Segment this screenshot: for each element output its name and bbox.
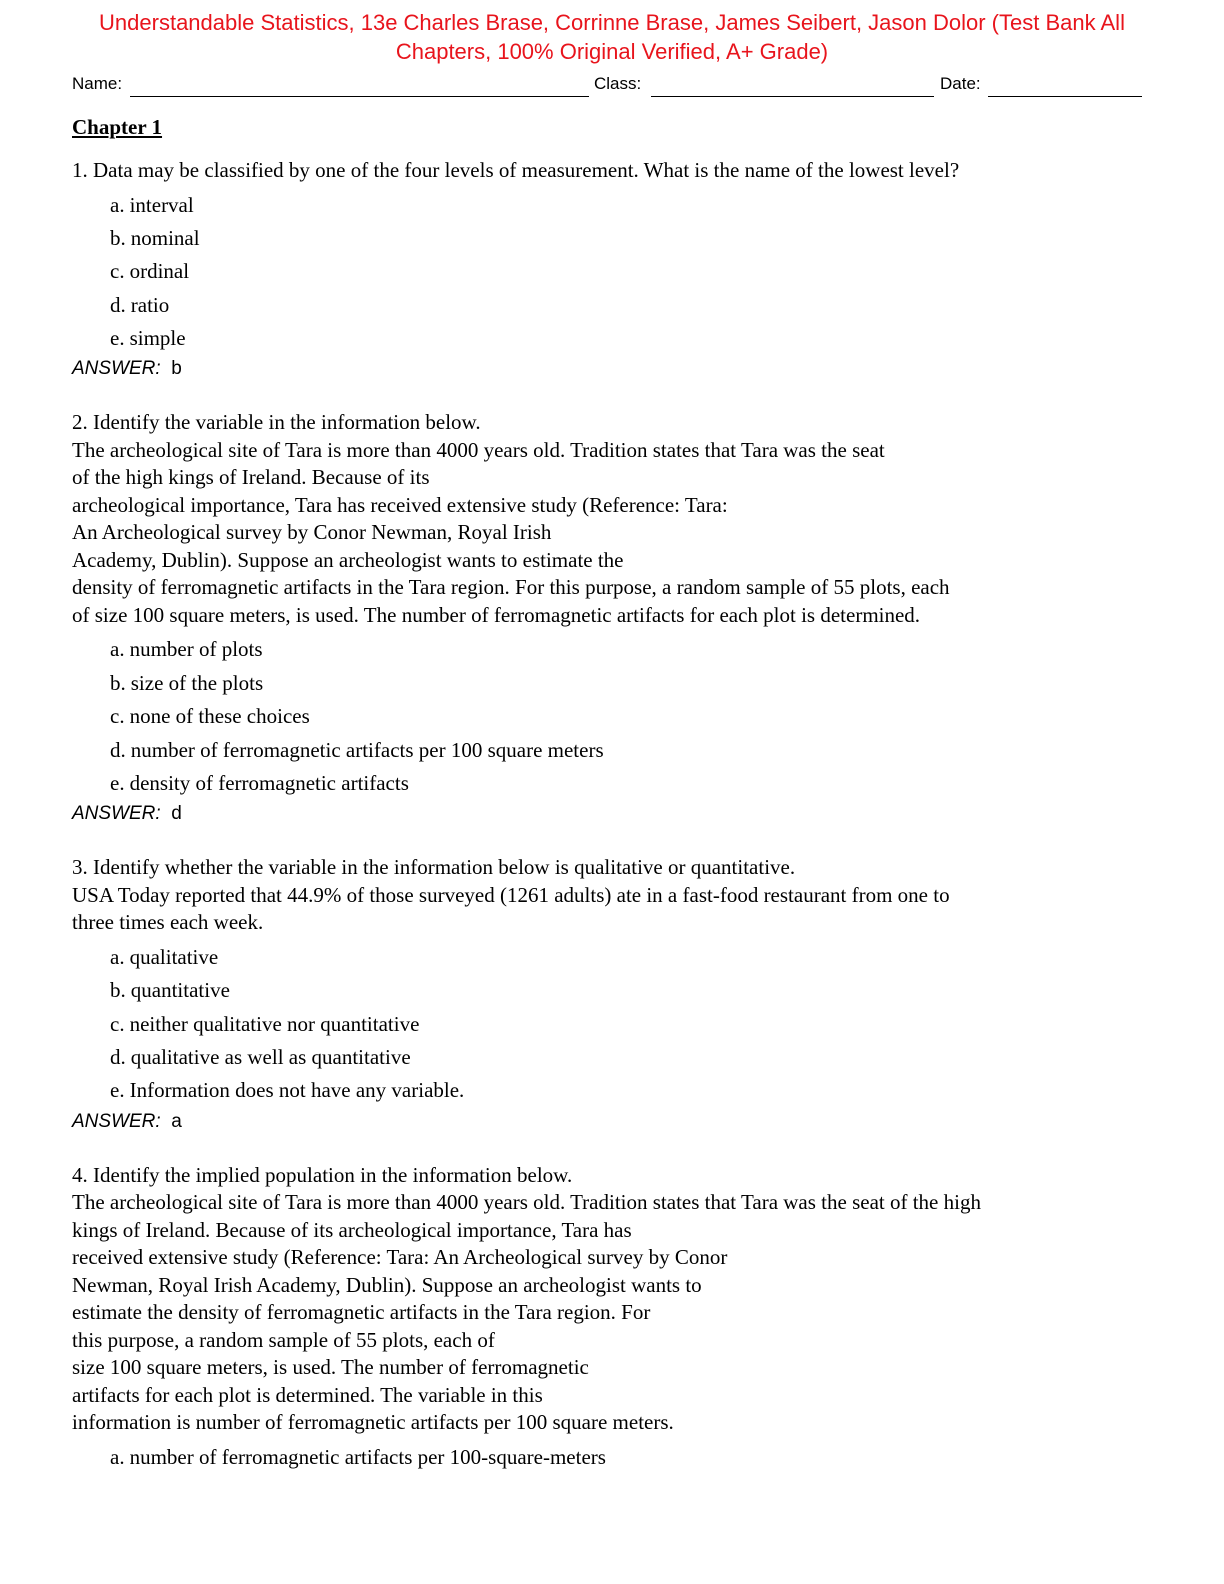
choice-list bbox=[72, 1441, 1147, 1474]
answer-choice bbox=[110, 667, 1147, 700]
question-text-line: three times each week. bbox=[72, 910, 264, 935]
question-text bbox=[72, 157, 1147, 185]
date-label: Date: bbox=[940, 74, 981, 93]
banner-line-1: Understandable Statistics, 13e Charles Brase, Corrinne Brase, James Seibert, Jason Dolor (Test Bank All bbox=[99, 10, 1125, 35]
question-text-line: The archeological site of Tara is more than 4000 years old. Tradition states that Tara was the seat bbox=[72, 437, 885, 462]
answer-choice bbox=[110, 222, 1147, 255]
choice-text: number of ferromagnetic artifacts per 100-square-meters bbox=[129, 1444, 606, 1469]
answer-label: ANSWER: bbox=[72, 358, 161, 380]
answer-value: d bbox=[171, 803, 182, 825]
choice-letter: b. bbox=[110, 978, 126, 1003]
date-underline bbox=[988, 96, 1142, 97]
question-text-line: Academy, Dublin). Suppose an archeologist wants to estimate the bbox=[72, 547, 624, 572]
answer-choice bbox=[110, 700, 1147, 733]
choice-text: number of ferromagnetic artifacts per 100 square meters bbox=[130, 737, 604, 762]
name-underline bbox=[130, 96, 589, 97]
answer-value: b bbox=[171, 358, 182, 380]
choice-letter: c. bbox=[110, 704, 125, 729]
question-text bbox=[72, 409, 1147, 629]
title-banner bbox=[0, 8, 1224, 66]
choice-letter: a. bbox=[110, 192, 125, 217]
answer-choice bbox=[110, 1008, 1147, 1041]
question-text-line: estimate the density of ferromagnetic artifacts in the Tara region. For bbox=[72, 1300, 651, 1325]
question-text-line: 1. Data may be classified by one of the four levels of measurement. What is the name of the lowest level? bbox=[72, 158, 960, 182]
choice-text: quantitative bbox=[130, 978, 230, 1003]
choice-text: qualitative as well as quantitative bbox=[130, 1045, 411, 1070]
choice-letter: d. bbox=[110, 292, 126, 317]
question-text-line: 2. Identify the variable in the information below. bbox=[72, 410, 481, 435]
answer-choice bbox=[110, 633, 1147, 666]
answer-choice bbox=[110, 322, 1147, 355]
choice-letter: b. bbox=[110, 670, 126, 695]
question-3 bbox=[72, 854, 1147, 1135]
choice-text: ordinal bbox=[129, 259, 190, 284]
chapter-title: Chapter 1 bbox=[72, 115, 163, 139]
question-text bbox=[72, 854, 1147, 937]
answer-choice bbox=[110, 734, 1147, 767]
banner-line-2: Chapters, 100% Original Verified, A+ Grade) bbox=[395, 39, 829, 64]
answer-choice bbox=[110, 767, 1147, 800]
choice-letter: c. bbox=[110, 1011, 125, 1036]
answer-choice bbox=[110, 255, 1147, 288]
answer-choice bbox=[110, 1041, 1147, 1074]
answer-line bbox=[72, 800, 1147, 828]
answer-line bbox=[72, 355, 1147, 383]
choice-text: nominal bbox=[130, 225, 200, 250]
question-text-line: 3. Identify whether the variable in the information below is qualitative or quantitative. bbox=[72, 855, 796, 880]
choice-letter: a. bbox=[110, 637, 125, 662]
question-text-line: of size 100 square meters, is used. The number of ferromagnetic artifacts for each plot is determined. bbox=[72, 602, 921, 627]
answer-choice bbox=[110, 1441, 1147, 1474]
question-text-line: of the high kings of Ireland. Because of its bbox=[72, 465, 430, 490]
date-field bbox=[940, 73, 1142, 97]
question-text-line: USA Today reported that 44.9% of those surveyed (1261 adults) ate in a fast-food restaurant from one to bbox=[72, 882, 950, 907]
question-text-line: information is number of ferromagnetic artifacts per 100 square meters. bbox=[72, 1410, 674, 1435]
question-text-line: received extensive study (Reference: Tara: An Archeological survey by Conor bbox=[72, 1245, 728, 1270]
answer-value: a bbox=[171, 1110, 182, 1132]
choice-letter: e. bbox=[110, 1078, 125, 1103]
answer-choice bbox=[110, 189, 1147, 222]
question-text-line: archeological importance, Tara has received extensive study (Reference: Tara: bbox=[72, 492, 728, 517]
choice-letter: d. bbox=[110, 737, 126, 762]
choice-text: neither qualitative nor quantitative bbox=[129, 1011, 420, 1036]
question-text-line: kings of Ireland. Because of its archeological importance, Tara has bbox=[72, 1217, 632, 1242]
choice-text: interval bbox=[129, 192, 194, 217]
question-4 bbox=[72, 1162, 1147, 1474]
choice-letter: e. bbox=[110, 326, 125, 351]
question-2 bbox=[72, 409, 1147, 828]
question-text-line: artifacts for each plot is determined. The variable in this bbox=[72, 1382, 543, 1407]
choice-letter: b. bbox=[110, 225, 126, 250]
question-text-line: size 100 square meters, is used. The number of ferromagnetic bbox=[72, 1355, 589, 1380]
answer-line bbox=[72, 1108, 1147, 1136]
choice-text: density of ferromagnetic artifacts bbox=[129, 771, 409, 796]
answer-choice bbox=[110, 974, 1147, 1007]
class-underline bbox=[651, 96, 934, 97]
choice-text: number of plots bbox=[129, 637, 263, 662]
choice-text: ratio bbox=[130, 292, 170, 317]
answer-label: ANSWER: bbox=[72, 803, 161, 825]
question-text bbox=[72, 1162, 1147, 1437]
class-field bbox=[594, 73, 934, 97]
choice-text: qualitative bbox=[129, 944, 219, 969]
answer-label: ANSWER: bbox=[72, 1110, 161, 1132]
name-label: Name: bbox=[72, 74, 123, 93]
student-info-header bbox=[72, 73, 1142, 97]
question-1 bbox=[72, 157, 1147, 383]
choice-list bbox=[72, 941, 1147, 1108]
choice-text: simple bbox=[129, 326, 186, 351]
question-text-line: Newman, Royal Irish Academy, Dublin). Suppose an archeologist wants to bbox=[72, 1272, 702, 1297]
choice-letter: a. bbox=[110, 944, 125, 969]
choice-text: none of these choices bbox=[129, 704, 310, 729]
answer-choice bbox=[110, 941, 1147, 974]
choice-letter: c. bbox=[110, 259, 125, 284]
answer-choice bbox=[110, 289, 1147, 322]
answer-choice bbox=[110, 1074, 1147, 1107]
question-list bbox=[72, 157, 1147, 1474]
question-text-line: An Archeological survey by Conor Newman, Royal Irish bbox=[72, 520, 552, 545]
test-content bbox=[72, 112, 1147, 1500]
question-text-line: density of ferromagnetic artifacts in the Tara region. For this purpose, a random sample of 55 plots, each bbox=[72, 575, 950, 600]
choice-list bbox=[72, 189, 1147, 356]
choice-letter: d. bbox=[110, 1045, 126, 1070]
question-text-line: The archeological site of Tara is more than 4000 years old. Tradition states that Tara was the seat of the high bbox=[72, 1190, 981, 1215]
question-text-line: 4. Identify the implied population in the information below. bbox=[72, 1162, 573, 1187]
choice-letter: a. bbox=[110, 1444, 125, 1469]
choice-letter: e. bbox=[110, 771, 125, 796]
choice-text: Information does not have any variable. bbox=[129, 1078, 465, 1103]
name-field bbox=[72, 73, 589, 97]
question-text-line: this purpose, a random sample of 55 plots, each of bbox=[72, 1327, 495, 1352]
class-label: Class: bbox=[594, 74, 642, 93]
choice-text: size of the plots bbox=[130, 670, 264, 695]
choice-list bbox=[72, 633, 1147, 800]
